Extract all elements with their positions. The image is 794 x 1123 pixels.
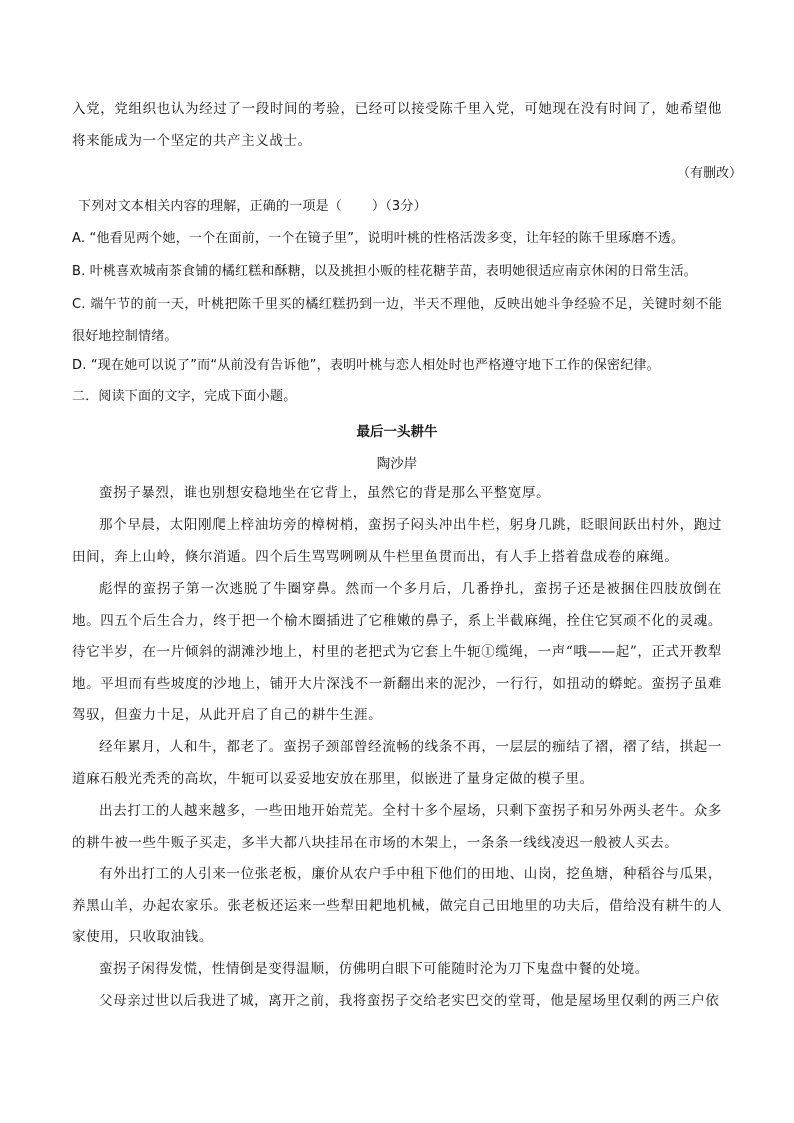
passage-continuation: 入党，党组织也认为经过了一段时间的考验，已经可以接受陈千里入党，可她现在没有时间了，她希望他将来能成为一个坚定的共产主义战士。 xyxy=(72,101,722,149)
question-stem xyxy=(78,191,728,223)
article-paragraph: 经年累月，人和牛，都老了。蛮拐子颈部曾经流畅的线条不再，一层层的痂结了褶，褶了结，拱起一道麻石般光秃秃的高坎，牛轭可以妥妥地安放在那里，似嵌进了量身定做的模子里。 xyxy=(72,739,722,787)
article-paragraph: 出去打工的人越来越多，一些田地开始荒芜。全村十多个屋场，只剩下蛮拐子和另外两头老牛。众多的耕牛被一些牛贩子买走，多半大都八块挂吊在市场的木架上，一条条一线线凌迟一般被人买去。 xyxy=(72,803,722,851)
option-d: D. “现在她可以说了”而“从前没有告诉他”，表明叶桃与恋人相处时也严格遵守地下工作的保密纪律。 xyxy=(72,358,660,373)
article-author: 陶沙岸 xyxy=(376,456,418,472)
question-score: ）（3分） xyxy=(372,199,427,214)
article-paragraph: 彪悍的蛮拐子第一次逃脱了牛圈穿鼻。然而一个多月后，几番挣扎，蛮拐子还是被捆住四肢放倒在地。四五个后生合力，终于把一个榆木圈插进了它稚嫩的鼻子，系上半截麻绳，拴住它冥顽不化的灵魂。待它半岁，在一片倾斜的湖滩沙地上，村里的老把式为它套上牛轭①缆绳，一声“哦——起”，正式开教犁地。平坦而有些坡度的沙地上，铺开大片深浅不一新翻出来的泥沙，一行行，如扭动的蟒蛇。蛮拐子虽难驾驭，但蛮力十足，从此开启了自己的耕牛生涯。 xyxy=(72,581,722,723)
question-stem-text: 下列对文本相关内容的理解，正确的一项是（ xyxy=(78,199,343,214)
option-a: A. “他看见两个她，一个在面前，一个在镜子里”，说明叶桃的性格活泼多变，让年轻的陈千里琢磨不透。 xyxy=(72,231,685,246)
article-paragraph: 蛮拐子暴烈，谁也别想安稳地坐在它背上，虽然它的背是那么平整宽厚。 xyxy=(99,485,551,501)
article-title: 最后一头耕牛 xyxy=(356,424,438,440)
source-note: （有删改） xyxy=(676,166,742,181)
article-paragraph: 蛮拐子闲得发慌，性情倒是变得温顺，仿佛明白眼下可能随时沦为刀下鬼盘中餐的处境。 xyxy=(99,961,649,977)
article-paragraph: 父母亲过世以后我进了城，离开之前，我将蛮拐子交给老实巴交的堂哥，他是屋场里仅剩的两三户依 xyxy=(99,993,720,1009)
option-c: C. 端午节的前一天，叶桃把陈千里买的橘红糕扔到一边，半天不理他，反映出她斗争经验不足，关键时刻不能很好地控制情绪。 xyxy=(72,297,722,344)
article-paragraph: 那个早晨，太阳刚爬上梓油坊旁的樟树梢，蛮拐子闷头冲出牛栏，躬身几跳，眨眼间跃出村外，跑过田间，奔上山岭，倏尔消遁。四个后生骂骂咧咧从牛栏里鱼贯而出，有人手上搭着盘成卷的麻绳。 xyxy=(72,517,722,565)
article-paragraph: 有外出打工的人引来一位张老板，廉价从农户手中租下他们的田地、山岗，挖鱼塘，种稻谷与瓜果，养黑山羊，办起农家乐。张老板还运来一些犁田耙地机械，做完自己田地里的功夫后，借给没有耕牛的人家使用，只收取油钱。 xyxy=(72,866,722,945)
section-heading: 二．阅读下面的文字，完成下面小题。 xyxy=(72,389,297,404)
option-b: B. 叶桃喜欢城南茶食铺的橘红糕和酥糖，以及挑担小贩的桂花糖芋苗，表明她很适应南京休闲的日常生活。 xyxy=(72,264,697,279)
